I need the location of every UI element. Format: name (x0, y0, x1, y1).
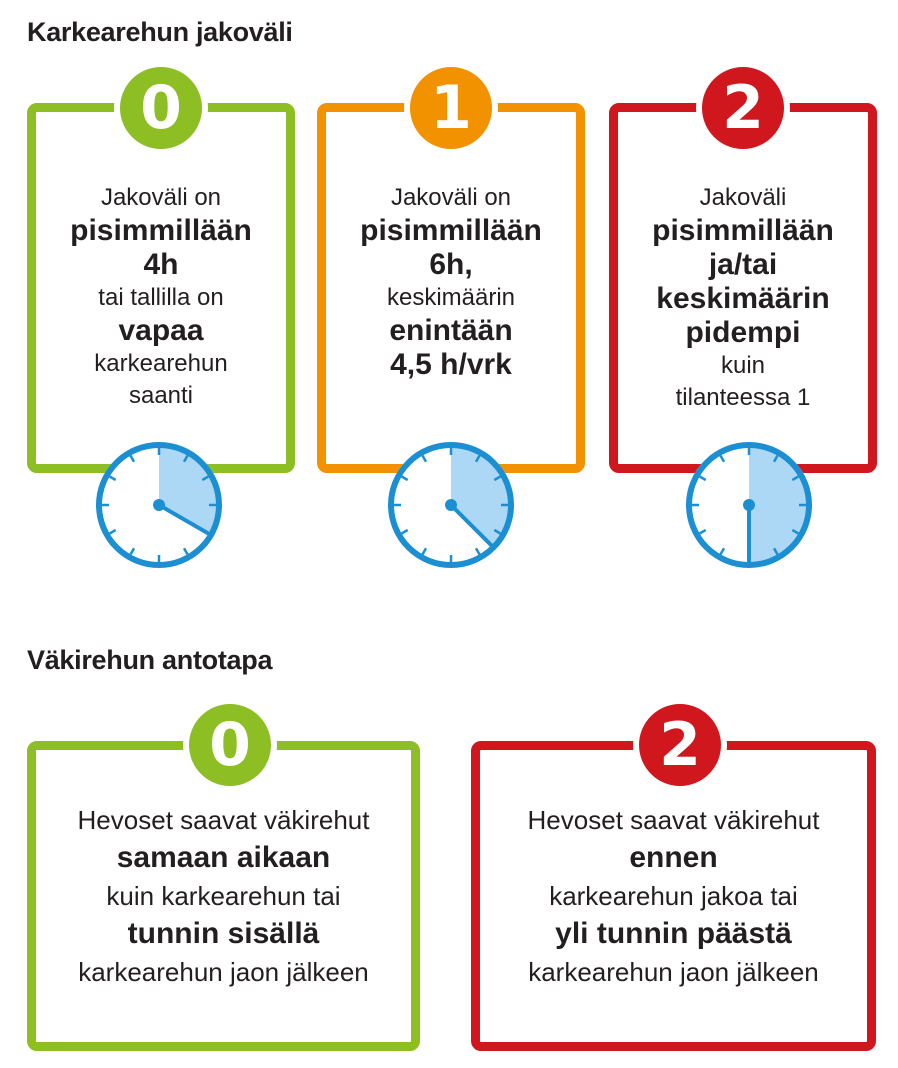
clock-icon (91, 437, 227, 573)
badge-2: 2 (633, 698, 727, 792)
card-line-bold: ja/tai (708, 248, 778, 281)
card-line: kuin karkearehun tai (106, 881, 341, 911)
card-text (326, 182, 576, 382)
card-text (36, 802, 411, 990)
card-interval-2 (609, 103, 877, 473)
card-line: kuin (720, 352, 766, 379)
clock-icon (681, 437, 817, 573)
card-line-bold: pisimmillään (360, 214, 542, 247)
card-line-bold: keskimäärin (656, 282, 830, 315)
card-line-bold: vapaa (118, 314, 204, 347)
card-line: Jakoväli (699, 184, 787, 211)
badge-2: 2 (696, 61, 790, 155)
card-line: tai tallilla on (98, 284, 224, 311)
section-title-feeding-interval: Karkearehun jakoväli (27, 17, 293, 47)
card-line: tilanteessa 1 (675, 384, 811, 411)
card-line-bold: ennen (629, 841, 718, 874)
card-interval-1 (317, 103, 585, 473)
card-line: karkearehun jaon jälkeen (78, 957, 369, 987)
card-line: Hevoset saavat väkirehut (77, 805, 370, 835)
card-line: Jakoväli on (390, 184, 512, 211)
badge-1: 1 (404, 61, 498, 155)
card-interval-0 (27, 103, 295, 473)
card-line: karkearehun jaon jälkeen (528, 957, 819, 987)
card-line-bold: pidempi (685, 316, 801, 349)
card-text (618, 182, 868, 414)
card-line-bold: yli tunnin päästä (555, 917, 792, 950)
badge-0: 0 (114, 61, 208, 155)
card-line-bold: 4h (143, 248, 179, 281)
card-line: keskimäärin (386, 284, 516, 311)
card-line-bold: 4,5 h/vrk (390, 348, 512, 381)
card-line: Jakoväli on (100, 184, 222, 211)
card-line: saanti (128, 382, 194, 409)
card-line-bold: enintään (389, 314, 513, 347)
card-text (36, 182, 286, 412)
clock-icon (383, 437, 519, 573)
card-line-bold: pisimmillään (70, 214, 252, 247)
card-line-bold: tunnin sisällä (127, 917, 320, 950)
badge-0: 0 (183, 698, 277, 792)
card-line-bold: pisimmillään (652, 214, 834, 247)
card-line: karkearehun jakoa tai (549, 881, 798, 911)
section-title-concentrate-feeding: Väkirehun antotapa (27, 645, 273, 675)
card-line: Hevoset saavat väkirehut (527, 805, 820, 835)
card-line: karkearehun (94, 350, 228, 377)
card-line-bold: 6h, (429, 248, 473, 281)
card-text (480, 802, 867, 990)
card-line-bold: samaan aikaan (116, 841, 331, 874)
